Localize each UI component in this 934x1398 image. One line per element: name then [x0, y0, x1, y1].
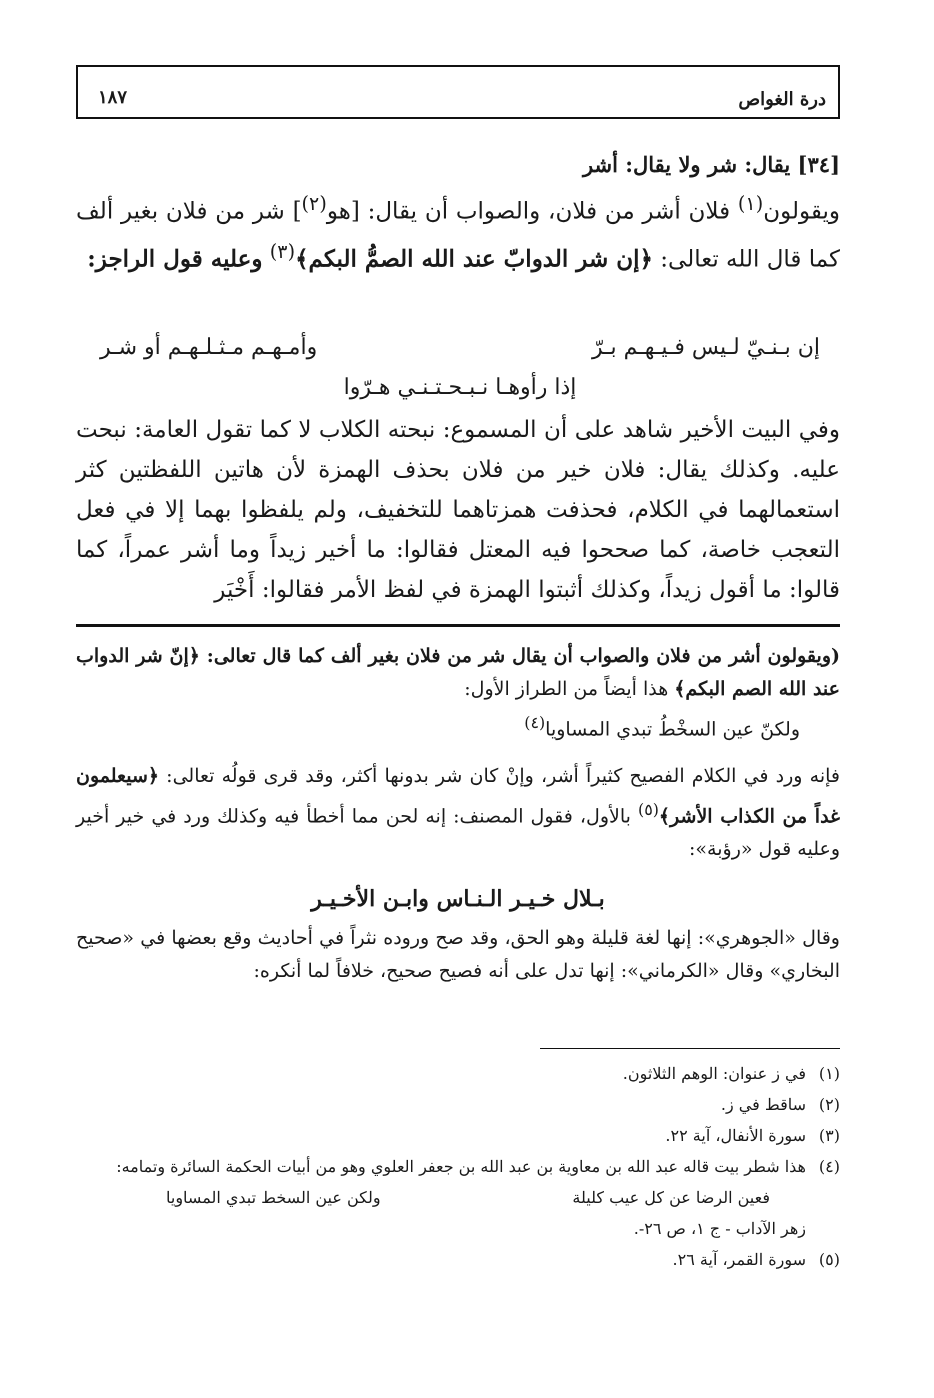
footnotes [76, 1058, 840, 1275]
commentary-quote: (ويقولون أشر من فلان والصواب أن يقال شر من فلان بغير ألف كما قال تعالى: ﴿إنّ شر الدواب عند الله الصم البكم﴾ [76, 645, 840, 700]
commentary-paragraph-2 [76, 760, 840, 866]
quran-quote: ﴿إن شر الدوابّ عند الله الصمُّ البكم﴾ [295, 245, 653, 273]
paragraph-1 [76, 184, 840, 279]
footnote-text: في ز عنوان: الوهم الثلاثون. [622, 1064, 806, 1083]
section-heading: [٣٤] يقال: شر ولا يقال: أشر [582, 152, 840, 177]
footnote-verse-hemistich-2: ولكن عين السخط تبدي المساويا [166, 1188, 381, 1207]
footnote-mark: (٥) [818, 1250, 840, 1269]
footnote-text: سورة القمر، آية ٢٦. [672, 1250, 806, 1269]
footnote-text: سورة الأنفال، آية ٢٢. [665, 1126, 806, 1145]
verse-line-2: إذا رأوهـا نـبـحـتـنـي هـرّوا [343, 375, 577, 400]
footnote-ref-2: (٢) [301, 192, 327, 215]
footnote-ref-3: (٣) [269, 239, 296, 263]
footnote-mark: (١) [818, 1064, 840, 1083]
footnote-ref-4: (٤) [524, 713, 546, 732]
p1-bold-end: وعليه قول الراجز: [87, 245, 263, 273]
commentary-text: هذا أيضاً من الطراز الأول: [464, 678, 675, 700]
footnote-mark: (٢) [818, 1095, 840, 1114]
footnote-verse [76, 1182, 840, 1213]
footnote-item [76, 1151, 840, 1182]
footnote-ref-1: (١) [737, 192, 764, 215]
p1-text-a: ويقولون [763, 198, 840, 225]
commentary-verse [76, 706, 840, 746]
footnote-verse-hemistich-1: فعين الرضا عن كل عيب كليلة [572, 1188, 770, 1207]
footnote-item [76, 1244, 840, 1275]
n2-quran-quote: ﴿سيعلمون غداً من الكذاب الأشر﴾ [76, 765, 840, 828]
verse-line-1 [100, 328, 820, 368]
page-header [76, 65, 840, 119]
p1-text-b: فلان أشر من فلان، والصواب أن يقال: [هو [326, 198, 738, 225]
footnote-mark: (٤) [818, 1157, 840, 1176]
n2-text-b: بالأول، فقول المصنف: إنه لحن مما أخطأ فيه وكذلك ورد في خير أخير وعليه قول «رؤبة»: [76, 805, 840, 861]
quoted-verse-heading: بـلال خـيـر الـنـاس وابـن الأخـيـر [311, 886, 605, 912]
footnote-text: ساقط في ز. [720, 1095, 806, 1114]
commentary-paragraph-3: وقال «الجوهري»: إنها لغة قليلة وهو الحق، وقد صح وروده نثراً في أحاديث وقع بعضها في «صحيح البخاري» وقال «الكرماني»: إنها تدل على أنه فصيح صحيح، خلافاً لما أنكره: [76, 927, 840, 982]
running-title: درة الغواص [738, 89, 826, 110]
commentary-verse-text: ولكنّ عين السخْطُ تبدي المساويا [545, 718, 800, 741]
verse-hemistich-1: إن بـنـيّ لـيس فـيـهـم بـرّ [591, 335, 820, 360]
footnote-text: هذا شطر بيت قاله عبد الله بن معاوية بن عبد الله بن جعفر العلوي وهو من أبيات الحكمة السائرة وتمامه: [116, 1157, 806, 1176]
commentary-paragraph-1 [76, 640, 840, 746]
footnote-ref-5: (٥) [638, 800, 659, 819]
p1-text-c: ] شر من فلان بغير ألف كما قال الله تعالى: [76, 198, 840, 273]
p1-text-d [262, 246, 269, 272]
footnote-mark: (٣) [818, 1126, 840, 1145]
footnote-item [76, 1089, 840, 1120]
commentary-divider [76, 624, 840, 627]
footnote-item [76, 1120, 840, 1151]
verse-hemistich-2: وأمـهـم مـثـلـهـم أو شـر [100, 335, 318, 360]
paragraph-2: وفي البيت الأخير شاهد على أن المسموع: نبحته الكلاب لا كما تقول العامة: نبحت عليه. وكذلك يقال: فلان خير من فلان بحذف الهمزة لأن هاتين اللفظتين كثر استعمالهما في الكلام، فحذفت همزتاهما للتخفيف، ولم يلفظوا بهما إلا في فعل التعجب خاصة، كما صححوا فيه المعتل فقالوا: ما أخير زيداً وما أشر عمراً، كما قالوا: ما أقول زيداً، وكذلك أثبتوا الهمزة في لفظ الأمر فقالوا: أَخْيَر [76, 417, 840, 603]
footnote-divider [540, 1048, 840, 1049]
footnote-source: زهر الآداب - ج ١، ص ٢٦-. [633, 1219, 806, 1238]
n2-text-a: فإنه ورد في الكلام الفصيح كثيراً أشر، وإنْ كان شر بدونها أكثر، وقد قرى قولُه تعالى: [159, 765, 840, 787]
footnote-item [76, 1058, 840, 1089]
page-number: ١٨٧ [98, 87, 128, 108]
